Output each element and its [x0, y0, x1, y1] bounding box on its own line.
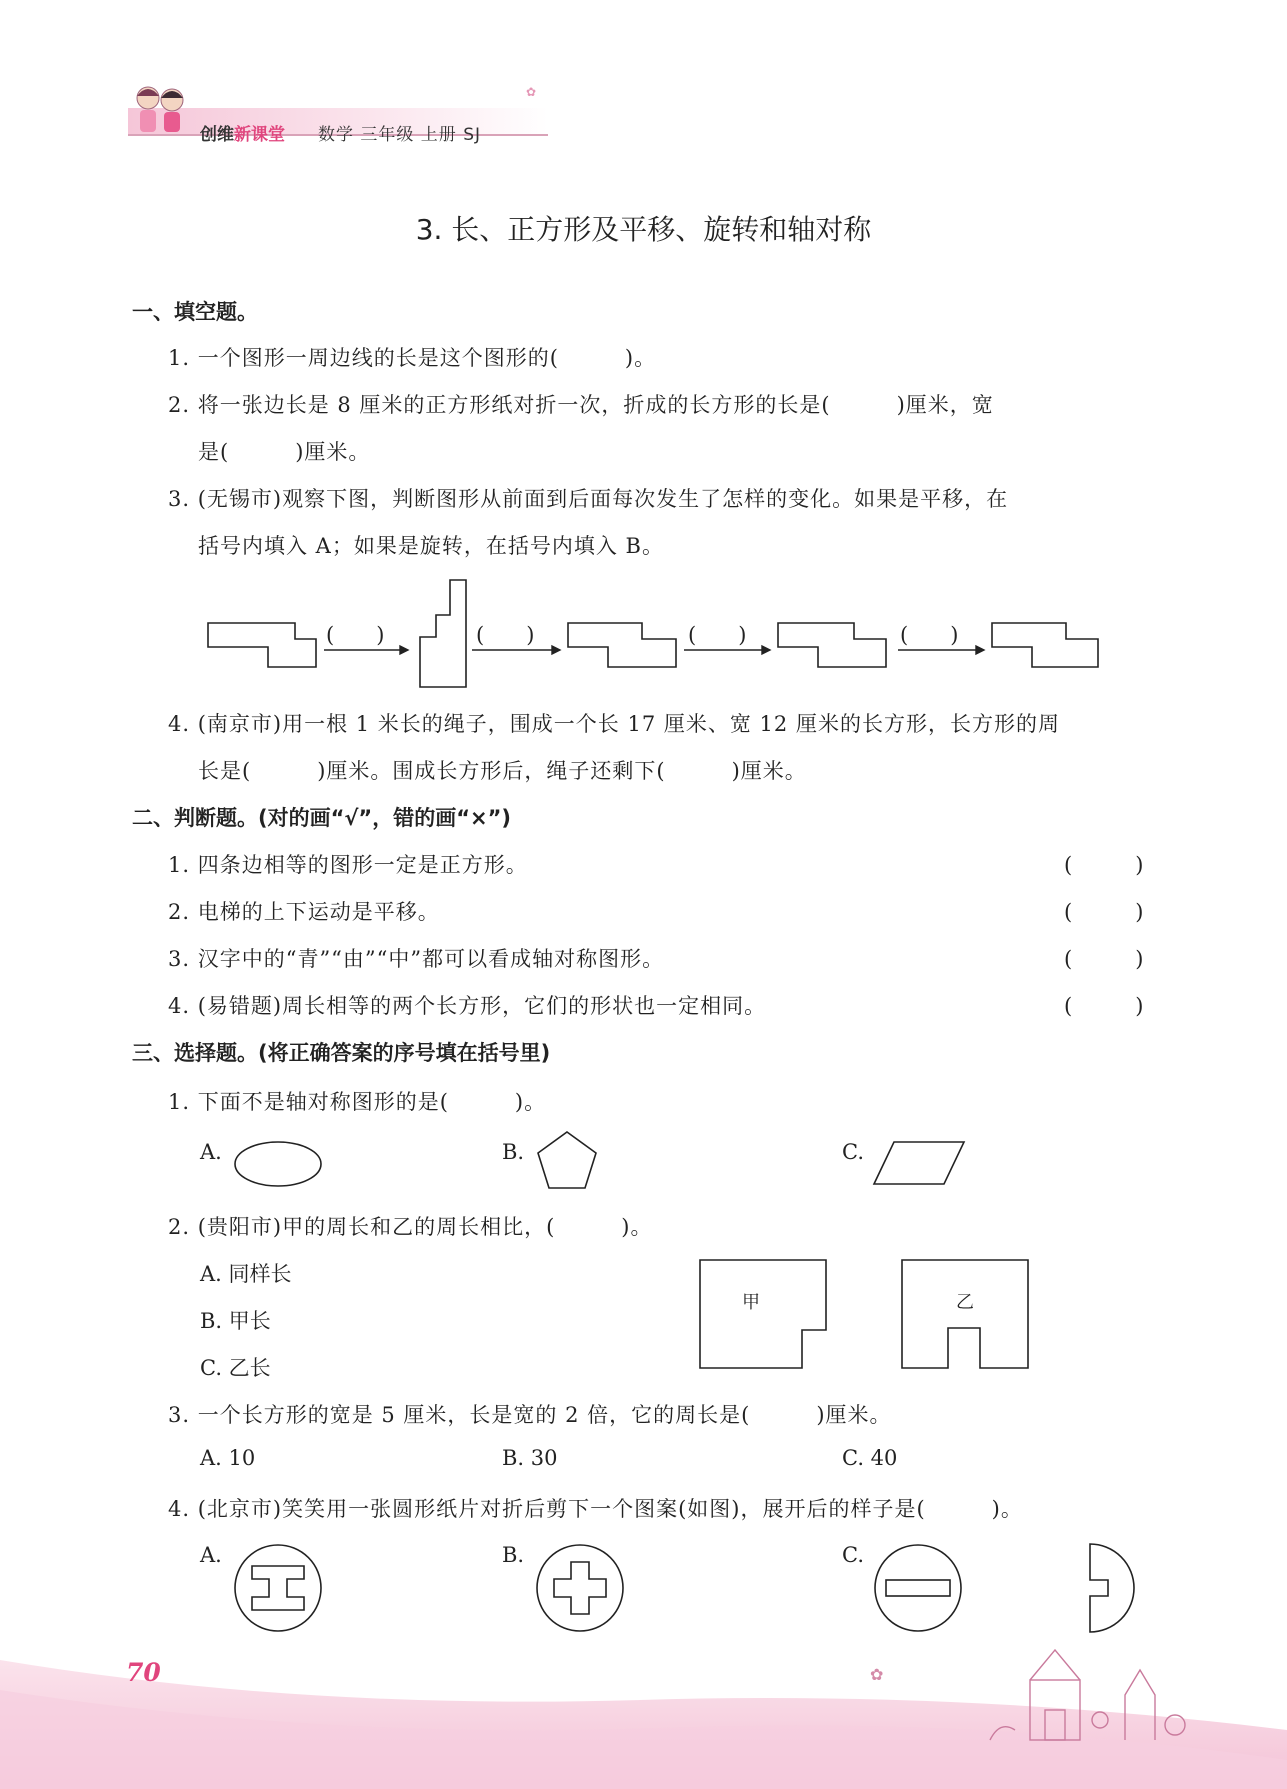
section2-heading: 二、判断题。(对的画“√”，错的画“×”) — [132, 806, 512, 830]
s3-question-3: 3. 一个长方形的宽是 5 厘米，长是宽的 2 倍，它的周长是( )厘米。 — [168, 1403, 892, 1427]
s3-q2-option-b: B. 甲长 — [200, 1309, 271, 1333]
s2-item-3: 3. 汉字中的“青”“由”“中”都可以看成轴对称图形。 — [168, 947, 665, 971]
s3-question-1: 1. 下面不是轴对称图形的是( )。 — [168, 1090, 547, 1114]
blank-3: ( ) — [688, 623, 747, 647]
s1-question-3-line2: 括号内填入 A；如果是旋转，在括号内填入 B。 — [198, 534, 664, 558]
brand-name: 创维新课堂 — [200, 125, 285, 145]
s1-question-2-line1: 2. 将一张边长是 8 厘米的正方形纸对折一次，折成的长方形的长是( )厘米，宽 — [168, 393, 994, 417]
shape-5 — [992, 623, 1098, 667]
blank-1: ( ) — [326, 623, 385, 647]
flower-icon: ✿ — [870, 1665, 884, 1684]
s2-answer-4[interactable]: ( ) — [1064, 994, 1144, 1018]
s3-q2-option-a: A. 同样长 — [200, 1262, 292, 1286]
subject-label: 数学 三年级 上册 SJ — [318, 125, 482, 145]
blank-4: ( ) — [900, 623, 959, 647]
s3-q1-option-a: A. — [200, 1140, 222, 1164]
page-title: 3. 长、正方形及平移、旋转和轴对称 — [415, 213, 872, 246]
s1-question-4-line2: 长是( )厘米。围成长方形后，绳子还剩下( )厘米。 — [198, 759, 807, 783]
shape-yi — [902, 1260, 1028, 1368]
s3-q3-option-a: A. 10 — [200, 1446, 256, 1470]
s3-q2-option-c: C. 乙长 — [200, 1356, 271, 1380]
ellipse-shape — [232, 1138, 326, 1190]
s1-question-3-line1: 3. (无锡市)观察下图，判断图形从前面到后面每次发生了怎样的变化。如果是平移，在 — [168, 487, 1009, 511]
blank-2: ( ) — [476, 623, 535, 647]
s3-q4-option-a: A. — [200, 1543, 222, 1567]
s3-q4-option-c: C. — [842, 1543, 864, 1567]
transform-sequence-figure — [200, 575, 1110, 690]
shape-1 — [208, 623, 316, 667]
shape-2 — [420, 580, 466, 687]
shape-3 — [568, 623, 676, 667]
s3-q3-option-c: C. 40 — [842, 1446, 898, 1470]
perimeter-compare-figure — [690, 1252, 1040, 1376]
footer-decoration — [0, 1620, 1287, 1789]
pentagon-shape — [532, 1128, 602, 1192]
shape-4 — [778, 623, 886, 667]
label-yi: 乙 — [956, 1292, 974, 1313]
svg-text:✿: ✿ — [526, 85, 537, 99]
shape-jia — [700, 1260, 826, 1368]
s3-question-4: 4. (北京市)笑笑用一张圆形纸片对折后剪下一个图案(如图)，展开后的样子是( )。 — [168, 1497, 1023, 1521]
s3-question-2: 2. (贵阳市)甲的周长和乙的周长相比，( )。 — [168, 1215, 653, 1239]
s2-answer-1[interactable]: ( ) — [1064, 853, 1144, 877]
s2-answer-2[interactable]: ( ) — [1064, 900, 1144, 924]
s1-question-2-line2: 是( )厘米。 — [198, 440, 371, 464]
s2-item-2: 2. 电梯的上下运动是平移。 — [168, 900, 440, 924]
s3-q4-option-b: B. — [502, 1543, 525, 1567]
parallelogram-shape — [872, 1138, 968, 1188]
section1-heading: 一、填空题。 — [132, 300, 258, 324]
s2-item-4: 4. (易错题)周长相等的两个长方形，它们的形状也一定相同。 — [168, 994, 767, 1018]
s3-q1-option-b: B. — [502, 1140, 525, 1164]
s1-question-4-line1: 4. (南京市)用一根 1 米长的绳子，围成一个长 17 厘米、宽 12 厘米的长方形，长方形的周 — [168, 712, 1060, 736]
page-number: 70 — [126, 1658, 161, 1687]
s1-question-1: 1. 一个图形一周边线的长是这个图形的( )。 — [168, 346, 657, 370]
label-jia: 甲 — [742, 1292, 760, 1313]
s3-q3-option-b: B. 30 — [502, 1446, 558, 1470]
s2-item-1: 1. 四条边相等的图形一定是正方形。 — [168, 853, 528, 877]
section3-heading: 三、选择题。(将正确答案的序号填在括号里) — [132, 1041, 551, 1065]
s2-answer-3[interactable]: ( ) — [1064, 947, 1144, 971]
s3-q1-option-c: C. — [842, 1140, 864, 1164]
